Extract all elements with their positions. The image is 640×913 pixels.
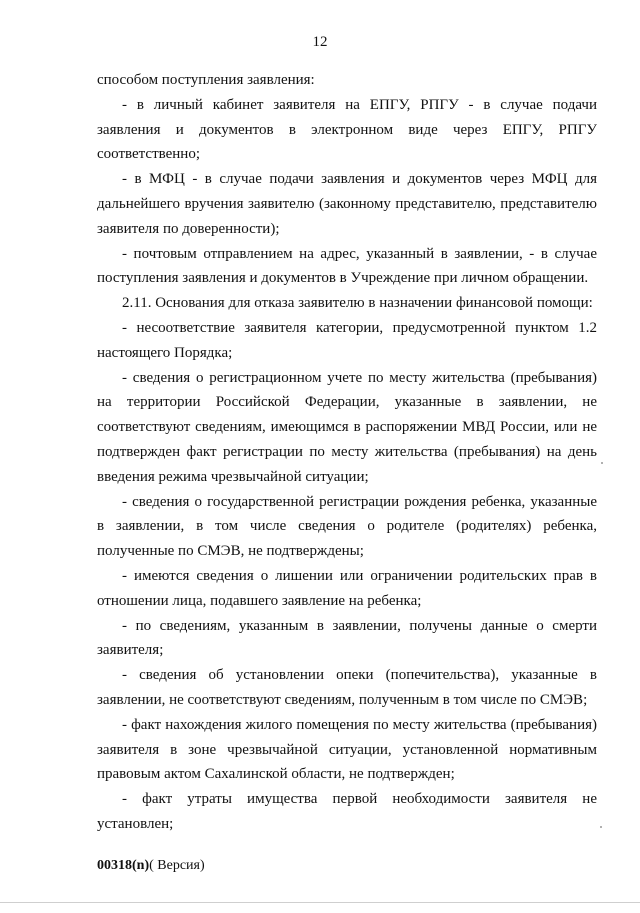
document-version: ( Версия) bbox=[149, 858, 205, 873]
bottom-divider bbox=[0, 902, 640, 903]
paragraph: - в МФЦ - в случае подачи заявления и документов через МФЦ для дальнейшего вручения заявителю (законному представителю, представителю заявителя по доверенности); bbox=[97, 171, 597, 237]
footer bbox=[97, 858, 205, 874]
page-number: 12 bbox=[312, 34, 328, 50]
paragraph: - сведения о регистрационном учете по месту жительства (пребывания) на территории Российской Федерации, указанные в заявлении, не соответствуют сведениям, имеющимся в распоряжении МВД России, или не подтвержден факт регистрации по месту жительства (пребывания) на день введения режима чрезвычайной ситуации; bbox=[97, 369, 597, 485]
paragraph: - по сведениям, указанным в заявлении, получены данные о смерти заявителя; bbox=[97, 617, 597, 659]
paragraph: - сведения об установлении опеки (попечительства), указанные в заявлении, не соответствуют сведениям, полученным в том числе по СМЭВ; bbox=[97, 667, 597, 708]
section-heading-2-11: 2.11. Основания для отказа заявителю в назначении финансовой помощи: bbox=[122, 295, 593, 312]
paragraph: - несоответствие заявителя категории, предусмотренной пунктом 1.2 настоящего Порядка; bbox=[97, 319, 597, 361]
paragraph: - почтовым отправлением на адрес, указанный в заявлении, - в случае поступления заявления и документов в Учреждение при личном обращении. bbox=[97, 245, 597, 287]
paragraph: способом поступления заявления: bbox=[97, 72, 315, 88]
paragraph: - факт нахождения жилого помещения по месту жительства (пребывания) заявителя в зоне чрезвычайной ситуации, установленной нормативным правовым актом Сахалинской области, не подтвержден; bbox=[97, 716, 597, 783]
scan-speck bbox=[600, 826, 602, 828]
paragraph: - факт утраты имущества первой необходимости заявителя не установлен; bbox=[97, 791, 597, 832]
document-code: 00318(n) bbox=[97, 858, 150, 873]
paragraph: - имеются сведения о лишении или ограничении родительских прав в отношении лица, подавшего заявление на ребенка; bbox=[97, 567, 597, 609]
paragraph: - в личный кабинет заявителя на ЕПГУ, РПГУ - в случае подачи заявления и документов в электронном виде через ЕПГУ, РПГУ соответственно; bbox=[97, 96, 597, 163]
paragraph: - сведения о государственной регистрации рождения ребенка, указанные в заявлении, в том числе сведения о родителе (родителях) ребенка, полученные по СМЭВ, не подтверждены; bbox=[97, 493, 597, 560]
scan-speck bbox=[601, 462, 603, 464]
document-body bbox=[97, 68, 597, 837]
